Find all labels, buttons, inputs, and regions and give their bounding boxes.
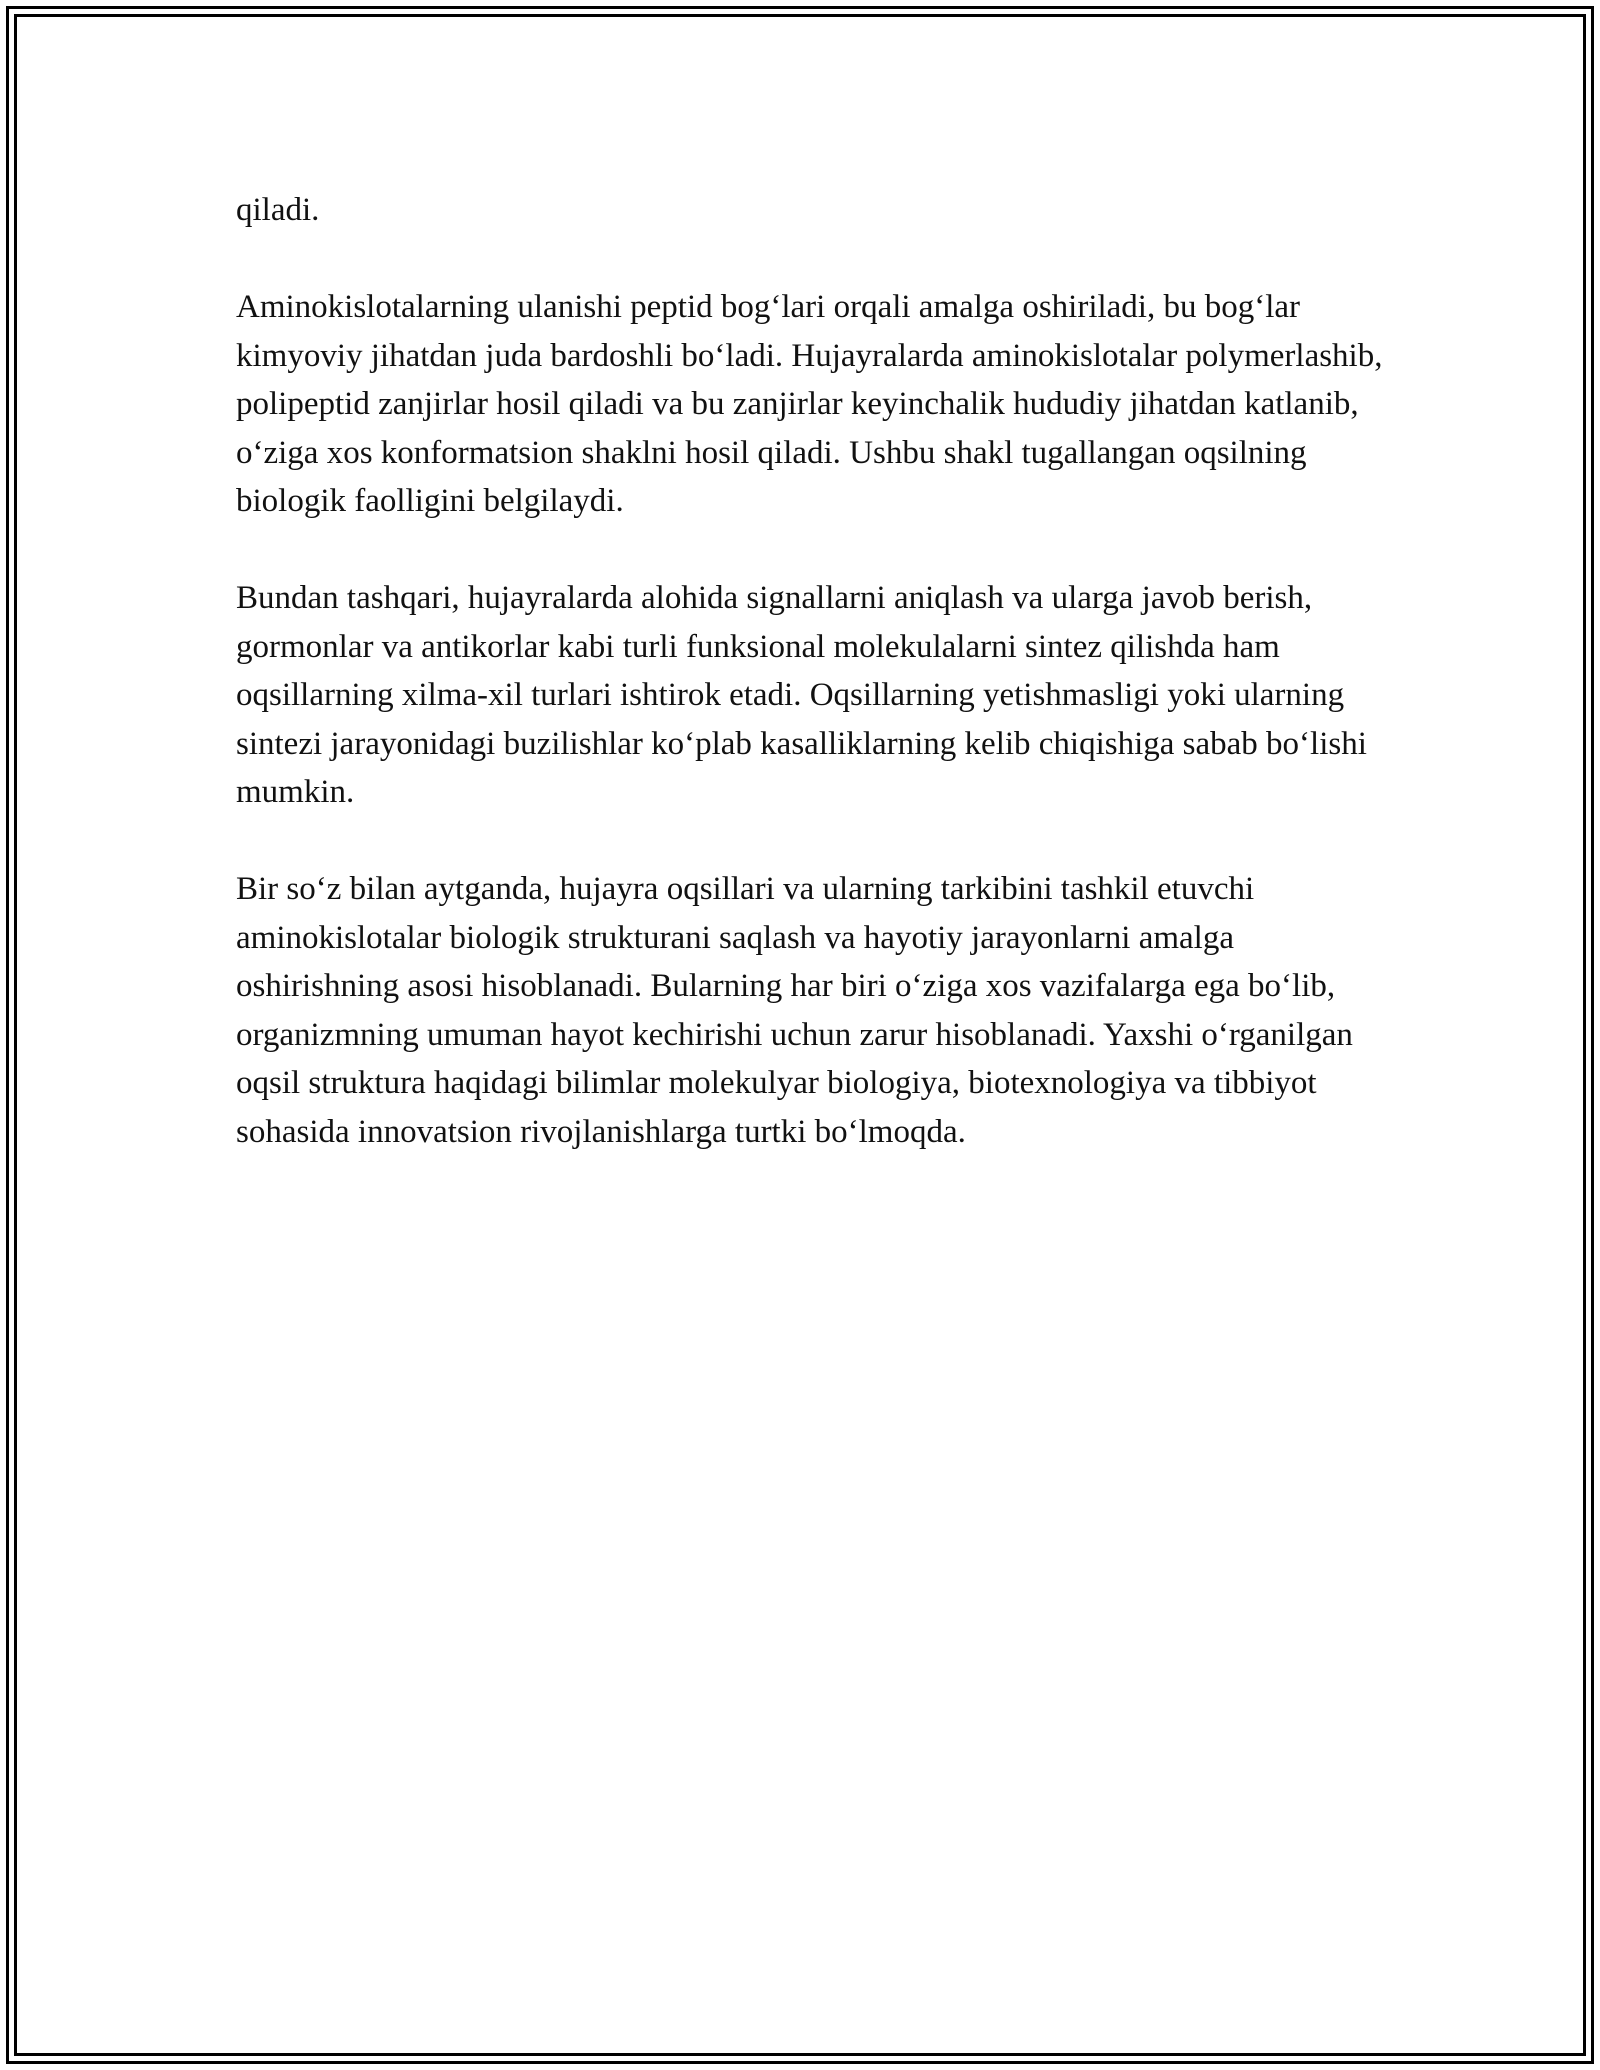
- paragraph-conclusion: Bir so‘z bilan aytganda, hujayra oqsillari va ularning tarkibini tashkil etuvchi aminokislotalar biologik strukturani saqlash va hayotiy jarayonlarni amalga oshirishning asosi hisoblanadi. Bularning har biri o‘ziga xos vazifalarga ega bo‘lib, organizmning umuman hayot kechirishi uchun zarur hisoblanadi. Yaxshi o‘rganilgan oqsil struktura haqidagi bilimlar molekulyar biologiya, biotexnologiya va tibbiyot sohasida innovatsion rivojlanishlarga turtki bo‘lmoqda.: [236, 871, 1353, 1150]
- paragraph-continuation: qiladi.: [236, 192, 320, 228]
- paragraph-peptide-bonds: Aminokislotalarning ulanishi peptid bog‘lari orqali amalga oshiriladi, bu bog‘lar kimyoviy jihatdan juda bardoshli bo‘ladi. Hujayralarda aminokislotalar polymerlashib, polipeptid zanjirlar hosil qiladi va bu zanjirlar keyinchalik hududiy jihatdan katlanib, o‘ziga xos konformatsion shaklni hosil qiladi. Ushbu shakl tugallangan oqsilning biologik faolligini belgilaydi.: [236, 289, 1383, 519]
- document-body: [236, 186, 1396, 1205]
- paragraph-protein-functions: Bundan tashqari, hujayralarda alohida signallarni aniqlash va ularga javob berish, gormonlar va antikorlar kabi turli funksional molekulalarni sintez qilishda ham oqsillarning xilma-xil turlari ishtirok etadi. Oqsillarning yetishmasligi yoki ularning sintezi jarayonidagi buzilishlar ko‘plab kasalliklarning kelib chiqishiga sabab bo‘lishi mumkin.: [236, 580, 1367, 810]
